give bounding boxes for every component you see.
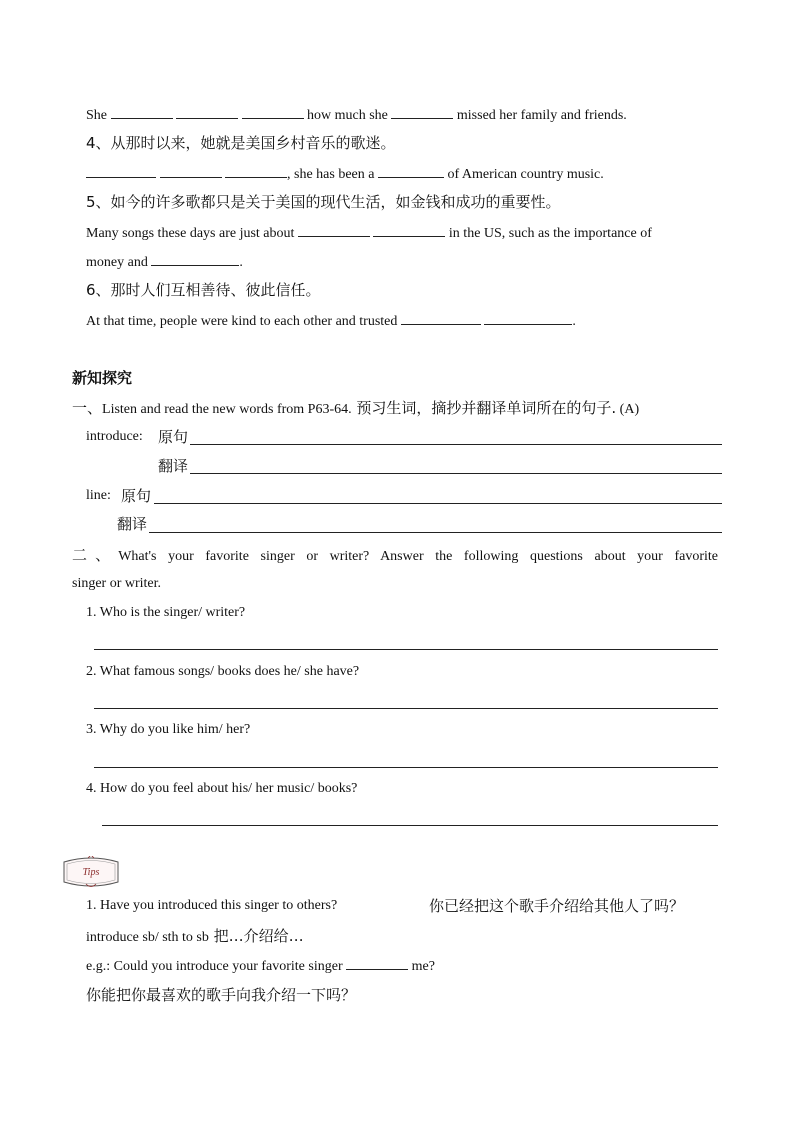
text: in the US, such as the importance of — [448, 226, 652, 241]
question-3: 3. Why do you like him/ her? — [86, 722, 251, 737]
text: She — [86, 108, 107, 123]
original-sentence-line[interactable] — [154, 503, 722, 504]
answer-blank[interactable] — [160, 163, 222, 178]
sentence-3-english — [86, 104, 627, 126]
translation-line[interactable] — [190, 473, 722, 474]
part-2-instruction — [72, 545, 718, 567]
text: At that time, people were kind to each other and trusted — [86, 314, 398, 329]
answer-blank[interactable] — [346, 955, 408, 970]
tip-1-chinese: 你已经把这个歌手介绍给其他人了吗？ — [429, 897, 685, 915]
question-5-english-cont — [86, 251, 243, 273]
tips-badge-label: Tips — [82, 867, 100, 878]
text: 把…介绍给… — [208, 927, 304, 945]
question-2: 2. What famous songs/ books does he/ she have? — [86, 664, 360, 679]
answer-blank[interactable] — [298, 222, 370, 237]
text: 二、 — [72, 546, 119, 564]
original-sentence-label: 原句 — [121, 487, 152, 505]
text: . — [239, 255, 243, 270]
tip-1-english: 1. Have you introduced this singer to others? — [86, 898, 338, 913]
answer-blank[interactable] — [111, 104, 173, 119]
original-sentence-line[interactable] — [190, 444, 722, 445]
part-1-instruction — [72, 398, 639, 420]
question-4-chinese: 4、从那时以来，她就是美国乡村音乐的歌迷。 — [86, 134, 396, 152]
question-6-english — [86, 310, 576, 332]
answer-blank[interactable] — [391, 104, 453, 119]
text: Listen and read the new words from P63-64. — [102, 402, 352, 417]
text: money and — [86, 255, 148, 270]
answer-blank[interactable] — [401, 310, 481, 325]
answer-blank[interactable] — [225, 163, 287, 178]
tips-badge — [60, 856, 122, 888]
tip-2-phrase — [86, 926, 304, 948]
translation-label: 翻译 — [117, 515, 148, 533]
introduce-label: introduce: — [86, 429, 143, 444]
text: e.g.: Could you introduce your favorite singer — [86, 959, 343, 974]
section-heading: 新知探究 — [72, 369, 133, 387]
text: of American country music. — [447, 167, 604, 182]
translation-label: 翻译 — [158, 457, 189, 475]
text: , she has been a — [287, 167, 375, 182]
text: missed her family and friends. — [456, 108, 627, 123]
question-1: 1. Who is the singer/ writer? — [86, 605, 246, 620]
text: . — [572, 314, 576, 329]
tips-badge-icon — [60, 856, 122, 888]
text: 预习生词，摘抄并翻译单词所在的句子. — [351, 399, 617, 417]
original-sentence-label: 原句 — [158, 428, 189, 446]
answer-line[interactable] — [94, 708, 718, 709]
translation-line[interactable] — [149, 532, 722, 533]
text: (A) — [616, 402, 640, 417]
text: introduce sb/ sth to sb — [86, 930, 209, 945]
part-2-instruction-cont: singer or writer. — [72, 576, 162, 591]
answer-blank[interactable] — [373, 222, 445, 237]
answer-blank[interactable] — [151, 251, 239, 266]
answer-blank[interactable] — [242, 104, 304, 119]
text: me? — [411, 959, 435, 974]
answer-line[interactable] — [102, 825, 718, 826]
answer-blank[interactable] — [484, 310, 572, 325]
question-6-chinese: 6、那时人们互相善待、彼此信任。 — [86, 281, 321, 299]
question-4-english — [86, 163, 604, 185]
question-5-chinese: 5、如今的许多歌都只是关于美国的现代生活，如金钱和成功的重要性。 — [86, 193, 561, 211]
answer-line[interactable] — [94, 649, 718, 650]
answer-blank[interactable] — [176, 104, 238, 119]
text: 一、 — [72, 399, 103, 417]
answer-blank[interactable] — [86, 163, 156, 178]
text: What's your favorite singer or writer? Answer the following questions about your favorite — [118, 549, 718, 564]
answer-line[interactable] — [94, 767, 718, 768]
example-sentence — [86, 955, 435, 977]
text: Many songs these days are just about — [86, 226, 295, 241]
text: how much she — [307, 108, 388, 123]
question-5-english — [86, 222, 652, 244]
example-chinese: 你能把你最喜欢的歌手向我介绍一下吗？ — [86, 986, 357, 1004]
line-label: line: — [86, 488, 111, 503]
question-4: 4. How do you feel about his/ her music/ books? — [86, 781, 358, 796]
answer-blank[interactable] — [378, 163, 444, 178]
